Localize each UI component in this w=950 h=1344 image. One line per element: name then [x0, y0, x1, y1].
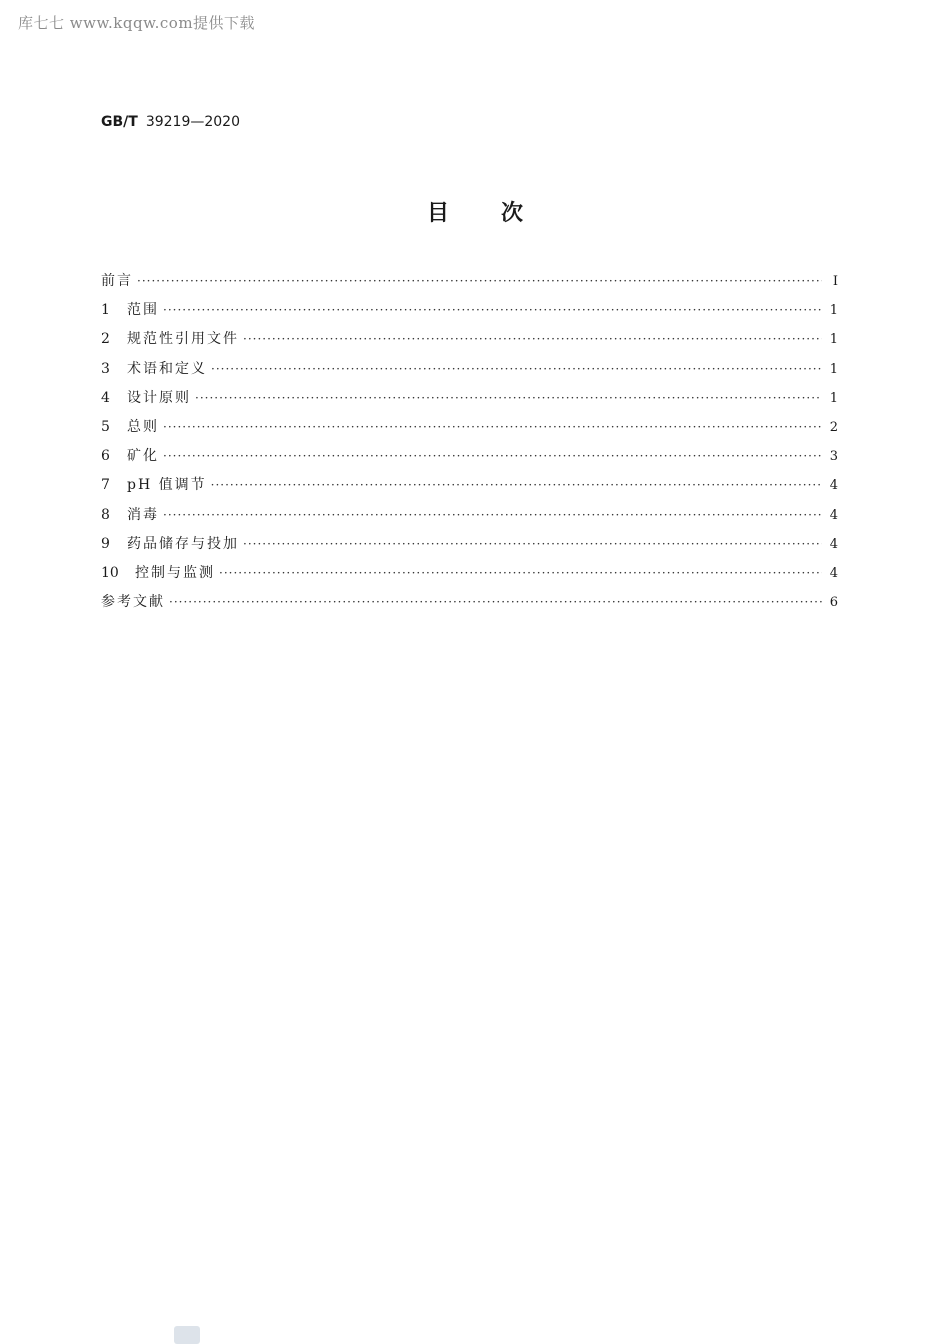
toc-entry-5[interactable] [101, 416, 838, 445]
toc-entry-page: 1 [829, 390, 838, 406]
standard-number: 39219—2020 [145, 114, 240, 130]
toc-entry-label: 规范性引用文件 [127, 331, 239, 348]
page-title: 目次 [426, 201, 575, 226]
toc-entry-number: 2 [101, 331, 110, 348]
toc-entry-3[interactable] [101, 358, 838, 387]
toc-entry-10[interactable] [101, 562, 838, 591]
toc-entry-1[interactable] [101, 299, 838, 328]
toc-entry-label: 控制与监测 [135, 564, 215, 581]
toc-entry-page: 4 [829, 565, 838, 581]
toc-entry-number: 6 [101, 448, 110, 465]
toc-entry-label: 范围 [127, 302, 159, 319]
toc-entry-7[interactable] [101, 474, 838, 503]
toc-leader-dots [243, 332, 822, 346]
toc-entry-6[interactable] [101, 445, 838, 474]
toc-entry-page: 2 [829, 419, 838, 435]
toc-entry-page: 6 [829, 595, 838, 611]
toc-entry-label: 药品储存与投加 [127, 535, 239, 552]
toc-leader-dots [243, 537, 822, 551]
toc-entry-label: 前言 [101, 273, 133, 289]
publisher-logo-fragment [174, 1326, 200, 1344]
toc-leader-dots [211, 362, 822, 376]
toc-leader-dots [163, 508, 822, 522]
toc-entry-page: Ⅰ [832, 274, 838, 289]
toc-entry-number: 4 [101, 389, 110, 406]
toc-entry-label: pH 值调节 [127, 477, 207, 494]
toc-entry-2[interactable] [101, 328, 838, 357]
toc-entry-label: 术语和定义 [127, 360, 207, 377]
toc-entry-page: 1 [829, 303, 838, 319]
toc-entry-page: 1 [829, 361, 838, 377]
toc-entry-number: 10 [101, 564, 119, 581]
toc-entry-page: 4 [829, 478, 838, 494]
toc-entry-page: 4 [829, 507, 838, 523]
toc-entry-label: 总则 [127, 418, 159, 435]
toc-entry-number: 3 [101, 360, 110, 377]
table-of-contents [101, 270, 838, 620]
toc-leader-dots [195, 391, 822, 405]
toc-leader-dots [219, 566, 822, 580]
toc-leader-dots [163, 449, 822, 463]
toc-entry-foreword[interactable] [101, 270, 838, 299]
toc-entry-label: 参考文献 [101, 594, 165, 611]
toc-entry-9[interactable] [101, 533, 838, 562]
toc-entry-number: 9 [101, 535, 110, 552]
toc-entry-page: 3 [829, 449, 838, 465]
standard-code [101, 114, 240, 130]
toc-entry-label: 设计原则 [127, 389, 191, 406]
toc-entry-4[interactable] [101, 387, 838, 416]
standard-prefix: GB/T [101, 114, 138, 130]
toc-entry-number: 5 [101, 418, 110, 435]
toc-leader-dots [163, 303, 822, 317]
watermark-text: 库七七 www.kqqw.com提供下载 [18, 14, 256, 32]
toc-entry-page: 4 [829, 536, 838, 552]
toc-entry-8[interactable] [101, 504, 838, 533]
toc-entry-page: 1 [829, 332, 838, 348]
toc-entry-references[interactable] [101, 591, 838, 620]
toc-entry-number: 1 [101, 302, 110, 319]
toc-entry-number: 7 [101, 477, 110, 494]
toc-leader-dots [211, 478, 822, 492]
toc-entry-label: 矿化 [127, 448, 159, 465]
toc-leader-dots [137, 274, 822, 288]
toc-entry-label: 消毒 [127, 506, 159, 523]
toc-leader-dots [163, 420, 822, 434]
toc-leader-dots [169, 595, 822, 609]
toc-entry-number: 8 [101, 506, 110, 523]
